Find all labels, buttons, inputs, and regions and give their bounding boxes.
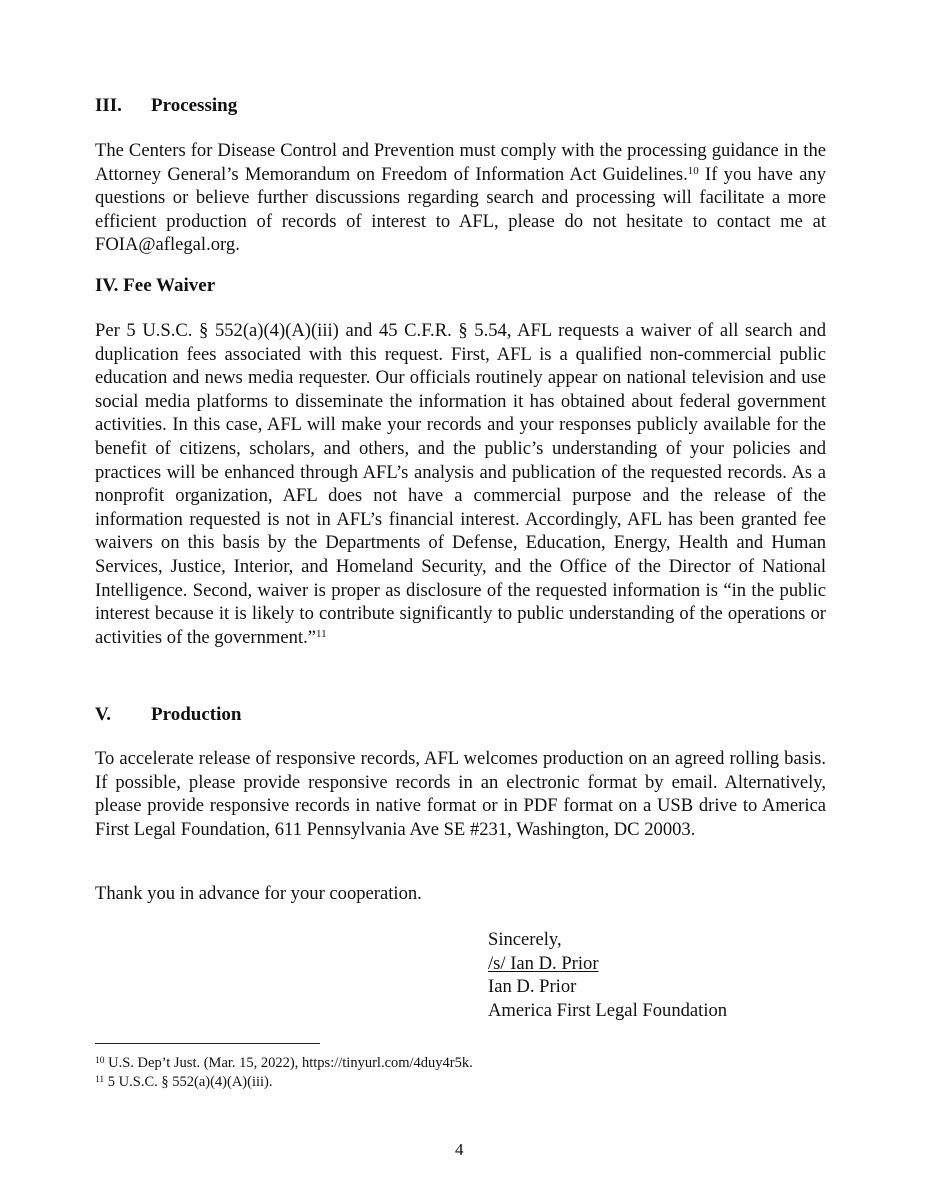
section-title: Production (151, 704, 242, 725)
thanks-line: Thank you in advance for your cooperation. (95, 883, 422, 904)
section-number: III. (95, 95, 122, 116)
signer-organization: America First Legal Foundation (488, 999, 728, 1021)
signature-block (488, 928, 727, 1022)
section-title: IV. Fee Waiver (95, 275, 216, 296)
section-heading-fee-waiver (95, 274, 215, 298)
paragraph-text: If you have any questions or believe further discussions regarding search and processing will facilitate a more efficient production of records of interest to AFL, please do not hesitate to contact me at FOIA@aflegal.org. (95, 163, 826, 256)
footnote-ref[interactable]: 10 (687, 164, 699, 177)
production-paragraph: To accelerate release of responsive records, AFL welcomes production on an agreed rolling basis. If possible, please provide responsive records in an electronic format by email. Alternatively, please provide responsive records in native format or in PDF format on a USB drive to America First Legal Foundation, 611 Pennsylvania Ave SE #231, Washington, DC 20003. (95, 748, 826, 840)
electronic-signature: /s/ Ian D. Prior (488, 952, 599, 974)
processing-paragraph (95, 139, 826, 257)
footnote-number: 11 (95, 1075, 105, 1085)
signer-name: Ian D. Prior (488, 976, 577, 998)
footnote-text[interactable]: U.S. Dep’t Just. (Mar. 15, 2022), https://tinyurl.com/4duy4r5k. (104, 1055, 473, 1071)
paragraph-text: Per 5 U.S.C. § 552(a)(4)(A)(iii) and 45 C.F.R. § 5.54, AFL requests a waiver of all search and duplication fees associated with this request. First, AFL is a qualified non-commercial public education and news media requester. Our officials routinely appear on national television and use social media platforms to disseminate the information it has obtained about federal government activities. In this case, AFL will make your records and your responses publicly available for the benefit of citizens, scholars, and others, and the public’s understanding of your policies and practices will be enhanced through AFL’s analysis and publication of the requested records. As a nonprofit organization, AFL does not have a commercial purpose and the release of the information requested is not in AFL’s financial interest. Accordingly, AFL has been granted fee waivers on this basis by the Departments of Defense, Education, Energy, Health and Human Services, Justice, Interior, and Homeland Security, and the Office of the Director of National Intelligence. Second, waiver is proper as disclosure of the requested information is “in the public interest because it is likely to contribute significantly to public understanding of the operations or activities of the government.” (95, 320, 826, 648)
section-heading-production (95, 703, 241, 727)
footnote (95, 1073, 273, 1091)
footnote-text: 5 U.S.C. § 552(a)(4)(A)(iii). (104, 1074, 273, 1090)
paragraph-text: The Centers for Disease Control and Prevention must comply with the processing guidance in the Attorney General’s Memorandum on Freedom of Information Act Guidelines. (95, 140, 826, 185)
footnote-divider (95, 1043, 320, 1044)
fee-waiver-paragraph (95, 319, 826, 649)
section-title: Processing (151, 95, 238, 116)
section-number: V. (95, 704, 112, 725)
footnote (95, 1054, 473, 1072)
section-heading-processing (95, 94, 237, 118)
page-number: 4 (455, 1140, 464, 1159)
closing: Sincerely, (488, 929, 562, 950)
footnote-ref[interactable]: 11 (315, 627, 327, 640)
footnote-number: 10 (95, 1056, 105, 1066)
